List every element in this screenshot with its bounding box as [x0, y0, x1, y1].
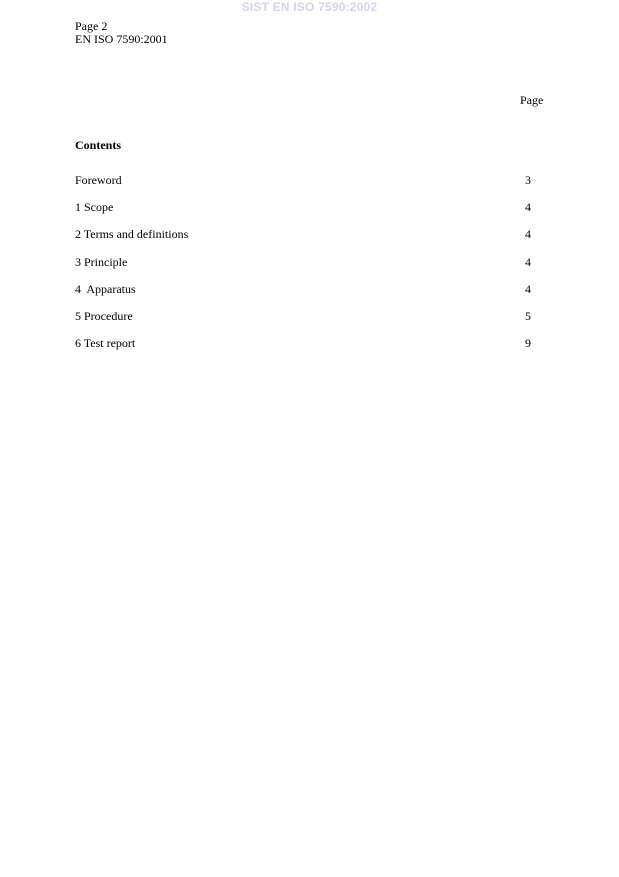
toc-entry-title: 5 Procedure: [75, 308, 133, 323]
toc-entry-test-report[interactable]: [75, 336, 545, 363]
table-of-contents: [75, 173, 545, 363]
toc-entry-page: 9: [525, 336, 531, 351]
toc-entry-principle[interactable]: [75, 255, 545, 282]
toc-entry-title: 2 Terms and definitions: [75, 227, 189, 242]
toc-entry-foreword[interactable]: [75, 173, 545, 200]
page-number: Page 2: [75, 19, 108, 33]
toc-entry-terms-and-definitions[interactable]: [75, 227, 545, 254]
toc-entry-procedure[interactable]: [75, 309, 545, 336]
page-column-label: Page: [520, 93, 544, 107]
toc-entry-title: 1 Scope: [75, 200, 114, 215]
toc-entry-page: 5: [525, 308, 531, 323]
standard-reference: EN ISO 7590:2001: [75, 32, 168, 46]
toc-entry-page: 4: [525, 254, 531, 269]
contents-heading: Contents: [75, 138, 122, 152]
toc-entry-apparatus[interactable]: [75, 282, 545, 309]
toc-entry-page: 4: [525, 227, 531, 242]
toc-entry-page: 4: [525, 200, 531, 215]
toc-entry-title: 4 Apparatus: [75, 281, 136, 296]
toc-entry-title: 3 Principle: [75, 254, 128, 269]
page-header: [75, 20, 168, 46]
watermark: SIST EN ISO 7590:2002: [241, 0, 378, 14]
toc-entry-scope[interactable]: [75, 200, 545, 227]
toc-entry-title: 6 Test report: [75, 336, 136, 351]
toc-entry-title: Foreword: [75, 173, 122, 187]
toc-entry-page: 3: [525, 173, 531, 187]
toc-entry-page: 4: [525, 281, 531, 296]
